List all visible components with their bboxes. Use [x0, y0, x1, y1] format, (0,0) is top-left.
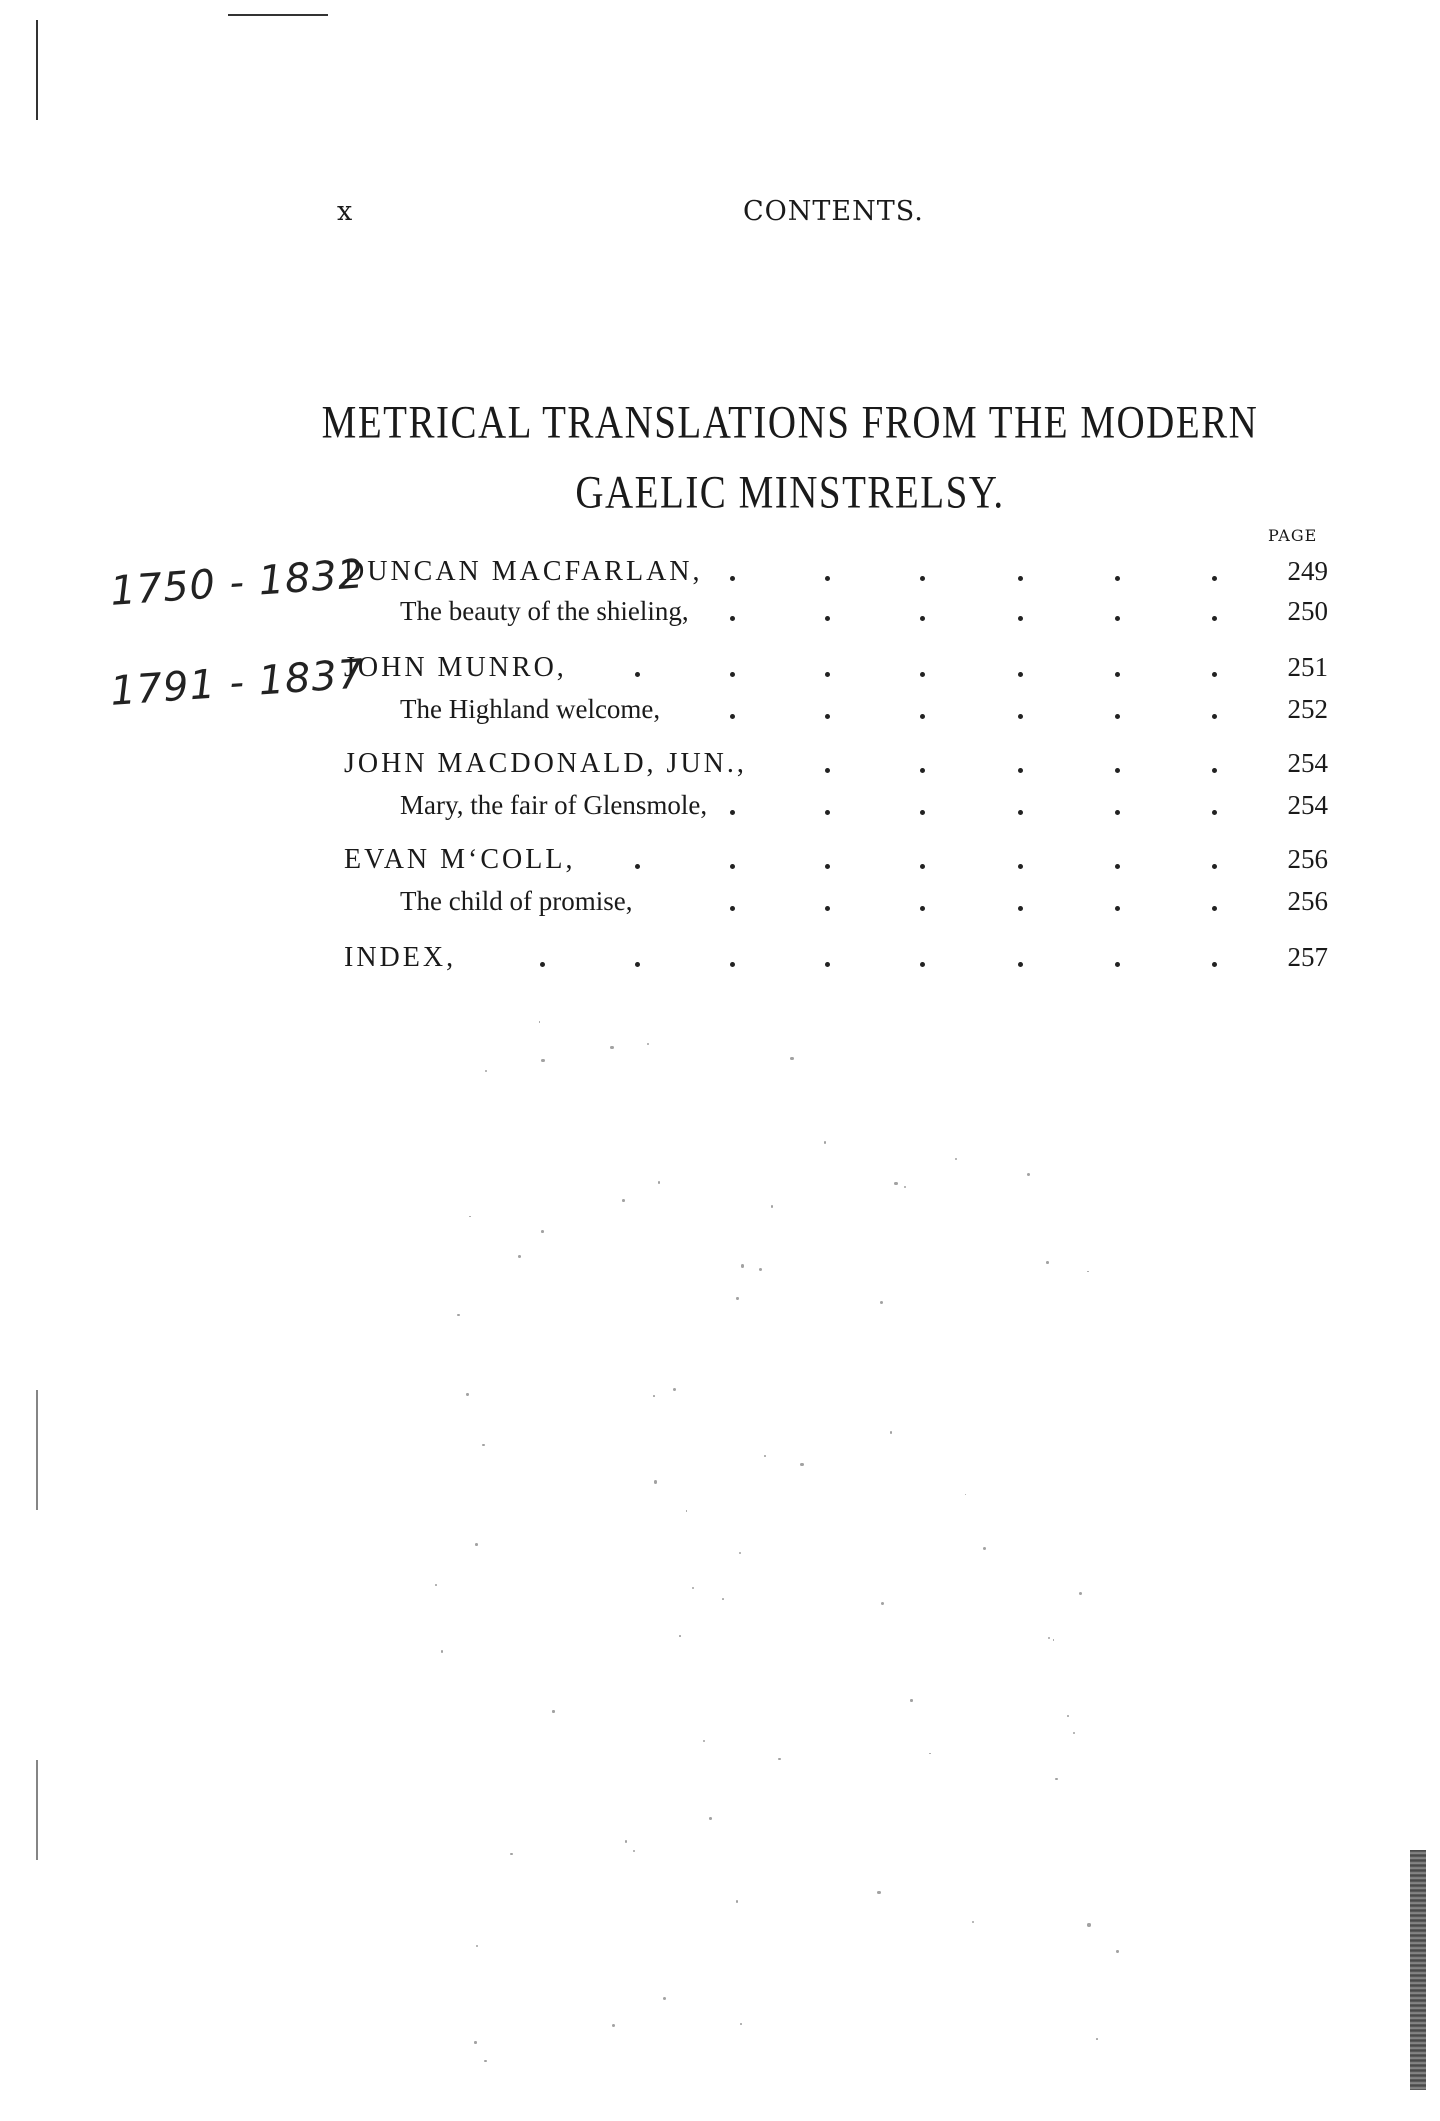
scan-speck: [983, 1547, 986, 1550]
leader-dot: [920, 864, 925, 869]
scan-speck: [877, 1891, 880, 1894]
scan-speck: [703, 1740, 705, 1742]
leader-dot: [920, 616, 925, 621]
leader-dot: [730, 576, 735, 581]
leader-dot: [1018, 810, 1023, 815]
page-folio: x: [337, 196, 354, 227]
scan-speck: [484, 2060, 486, 2062]
scan-edge-line: [36, 20, 38, 120]
leader-dot: [635, 672, 640, 677]
scan-speck: [625, 1840, 627, 1842]
scan-speck: [485, 1070, 487, 1072]
scan-speck: [1067, 1715, 1069, 1717]
scan-speck: [1116, 1950, 1118, 1952]
leader-dot: [1115, 810, 1120, 815]
handwritten-dates-note: 1750 - 1832: [108, 551, 366, 615]
leader-dot: [825, 768, 830, 773]
leader-dot: [1212, 810, 1217, 815]
scan-speck: [673, 1388, 676, 1391]
leader-dot: [1115, 906, 1120, 911]
leader-dot: [825, 616, 830, 621]
scan-speck: [663, 1997, 666, 2000]
toc-row-author: [0, 652, 1440, 692]
scan-speck: [658, 1181, 661, 1184]
toc-entry-title: DUNCAN MACFARLAN,: [344, 556, 703, 587]
scan-speck: [890, 1431, 893, 1434]
toc-row-poem: [0, 790, 1440, 830]
leader-dot: [1212, 864, 1217, 869]
scan-speck: [739, 1552, 741, 1554]
toc-entry-title: The beauty of the shieling,: [400, 596, 689, 626]
scan-speck: [800, 1463, 803, 1466]
scan-speck: [759, 1268, 762, 1271]
toc-row-index: [0, 942, 1440, 982]
leader-dot: [1115, 714, 1120, 719]
scan-speck: [778, 1758, 780, 1760]
leader-dot: [920, 576, 925, 581]
scan-speck: [764, 1455, 766, 1457]
toc-row-author: [0, 844, 1440, 884]
scan-speck: [610, 1046, 613, 1049]
section-title-line-1: METRICAL TRANSLATIONS FROM THE MODERN: [321, 397, 1259, 448]
scan-speck: [482, 1444, 485, 1447]
leader-dot: [920, 906, 925, 911]
scan-speck: [740, 2023, 742, 2025]
leader-dot: [1212, 906, 1217, 911]
leader-dot: [1115, 962, 1120, 967]
scan-speck: [541, 1059, 544, 1062]
scan-speck: [880, 1301, 883, 1304]
scan-speck: [457, 1314, 459, 1316]
scan-speck: [518, 1255, 521, 1258]
scan-speck: [955, 1158, 957, 1160]
section-title-line-2: GAELIC MINSTRELSY.: [575, 467, 1005, 518]
leader-dot: [1018, 906, 1023, 911]
scan-speck: [475, 1543, 478, 1546]
scan-speck: [466, 1393, 468, 1395]
leader-dot: [1115, 864, 1120, 869]
leader-dot: [825, 810, 830, 815]
leader-dot: [920, 714, 925, 719]
toc-page-number: 250: [1287, 596, 1328, 626]
leader-dot: [1115, 576, 1120, 581]
toc-entry-title: The child of promise,: [400, 886, 633, 916]
leader-dot: [825, 962, 830, 967]
toc-row-poem: [0, 694, 1440, 734]
toc-page-number: 251: [1287, 652, 1328, 682]
scan-speck: [1087, 1271, 1089, 1273]
scan-speck: [647, 1043, 650, 1046]
scan-speck: [894, 1182, 897, 1185]
leader-dot: [825, 714, 830, 719]
toc-page-number: 252: [1287, 694, 1328, 724]
toc-entry-title: EVAN M‘COLL,: [344, 844, 576, 875]
leader-dot: [730, 962, 735, 967]
leader-dot: [1115, 616, 1120, 621]
scan-speck: [722, 1598, 724, 1600]
scan-speck: [653, 1395, 655, 1397]
toc-entry-title: JOHN MACDONALD, JUN.,: [344, 748, 747, 779]
leader-dot: [1018, 616, 1023, 621]
leader-dot: [1018, 576, 1023, 581]
scan-speck: [824, 1141, 826, 1143]
scan-speck: [741, 1264, 744, 1267]
scan-speck: [929, 1753, 931, 1755]
leader-dot: [920, 672, 925, 677]
scan-speck: [736, 1900, 738, 1902]
leader-dot: [1212, 768, 1217, 773]
scan-speck: [435, 1584, 437, 1586]
scan-speck: [709, 1817, 712, 1820]
scan-speck: [1027, 1173, 1030, 1176]
toc-row-poem: [0, 596, 1440, 636]
toc-row-poem: [0, 886, 1440, 926]
leader-dot: [1018, 714, 1023, 719]
handwritten-dates-note: 1791 - 1837: [108, 651, 366, 715]
scan-speck: [771, 1205, 774, 1208]
scan-speck: [910, 1699, 912, 1701]
leader-dot: [730, 616, 735, 621]
scan-speck: [1053, 1639, 1055, 1641]
toc-page-number: 254: [1287, 748, 1328, 778]
leader-dot: [1212, 714, 1217, 719]
leader-dot: [1212, 962, 1217, 967]
leader-dot: [730, 864, 735, 869]
scan-speck: [692, 1587, 694, 1589]
leader-dot: [825, 672, 830, 677]
running-head: CONTENTS.: [743, 196, 924, 227]
toc-row-author: [0, 748, 1440, 788]
leader-dot: [920, 962, 925, 967]
scan-speck: [474, 2041, 476, 2043]
toc-page-number: 249: [1287, 556, 1328, 586]
toc-entry-title: INDEX,: [344, 942, 457, 973]
leader-dot: [730, 672, 735, 677]
leader-dot: [1018, 672, 1023, 677]
scan-speck: [679, 1635, 681, 1637]
leader-dot: [1212, 672, 1217, 677]
toc-page-number: 256: [1287, 886, 1328, 916]
scan-speck: [1048, 1637, 1050, 1639]
scan-speck: [881, 1602, 884, 1605]
scan-speck: [965, 1494, 967, 1496]
scan-speck: [476, 1945, 478, 1947]
scan-speck: [552, 1710, 554, 1712]
leader-dot: [540, 962, 545, 967]
scan-speck: [510, 1853, 512, 1855]
leader-dot: [825, 906, 830, 911]
scan-speck: [972, 1921, 974, 1923]
leader-dot: [920, 768, 925, 773]
scan-speck: [654, 1480, 657, 1483]
leader-dot: [730, 906, 735, 911]
leader-dot: [1018, 864, 1023, 869]
leader-dot: [730, 714, 735, 719]
leader-dot: [1115, 672, 1120, 677]
scan-speck: [441, 1650, 443, 1652]
scan-speck: [1096, 2038, 1098, 2040]
scan-edge-line: [36, 1760, 38, 1860]
scan-speck: [790, 1057, 793, 1060]
toc-page-number: 256: [1287, 844, 1328, 874]
toc-entry-title: JOHN MUNRO,: [344, 652, 567, 683]
toc-row-author: [0, 556, 1440, 596]
scan-edge-line: [228, 14, 328, 16]
toc-entry-title: Mary, the fair of Glensmole,: [400, 790, 708, 820]
leader-dot: [825, 864, 830, 869]
scan-speck: [1055, 1778, 1057, 1780]
scan-speck: [736, 1297, 738, 1299]
scan-speck: [1079, 1592, 1082, 1595]
leader-dot: [1212, 616, 1217, 621]
scan-speck: [469, 1216, 471, 1218]
leader-dot: [1115, 768, 1120, 773]
scan-speck: [633, 1850, 635, 1852]
page-column-label: PAGE: [1268, 526, 1318, 545]
scan-speck: [1073, 1732, 1075, 1734]
leader-dot: [730, 810, 735, 815]
scan-speck: [612, 2024, 615, 2027]
leader-dot: [635, 864, 640, 869]
leader-dot: [1018, 962, 1023, 967]
scan-speck: [539, 1021, 541, 1023]
leader-dot: [635, 962, 640, 967]
scan-speck: [541, 1230, 544, 1233]
leader-dot: [1212, 576, 1217, 581]
toc-page-number: 254: [1287, 790, 1328, 820]
leader-dot: [825, 576, 830, 581]
scan-speck: [622, 1199, 625, 1202]
scan-edge-line: [36, 1390, 38, 1510]
leader-dot: [920, 810, 925, 815]
leader-dot: [1018, 768, 1023, 773]
scan-speck: [686, 1510, 688, 1512]
binding-edge: [1410, 1850, 1426, 2090]
scan-speck: [1046, 1261, 1049, 1264]
toc-entry-title: The Highland welcome,: [400, 694, 661, 724]
scan-speck: [904, 1186, 906, 1188]
scan-speck: [1087, 1923, 1090, 1926]
toc-page-number: 257: [1287, 942, 1328, 972]
